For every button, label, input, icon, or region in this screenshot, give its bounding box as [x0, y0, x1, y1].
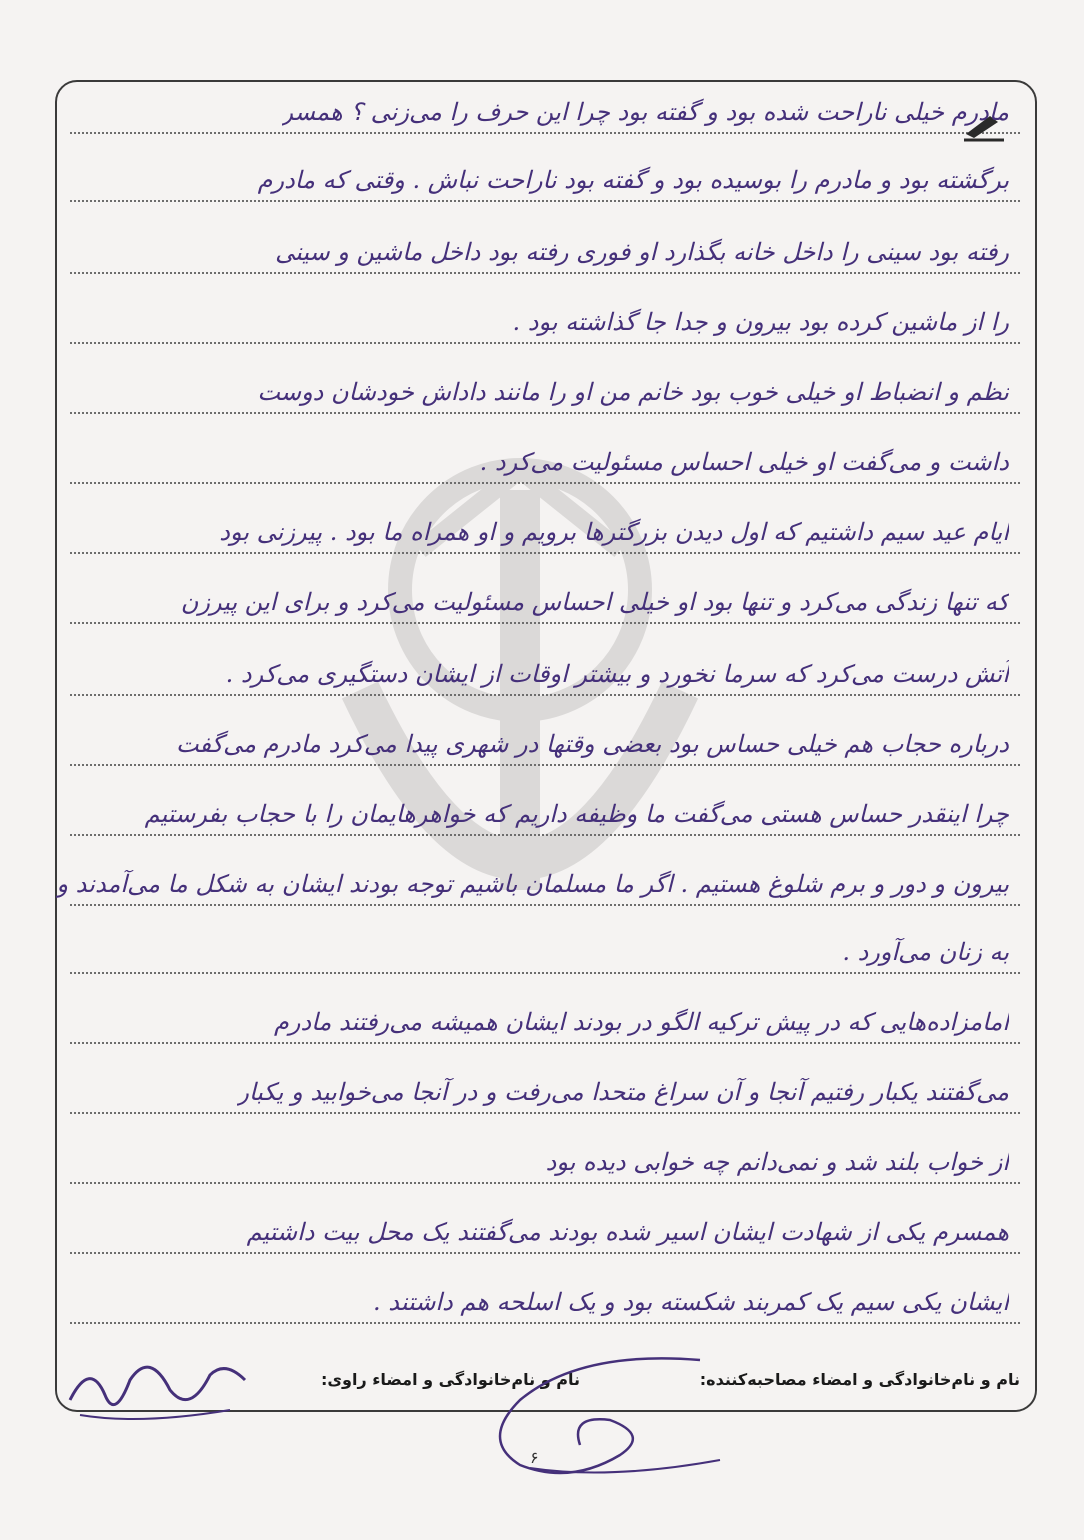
page-number: ۶	[530, 1448, 539, 1467]
handwritten-line: را از ماشین کرده بود بیرون و جدا جا گذاشته بود .	[512, 308, 1009, 336]
handwritten-line: داشت و می‌گفت او خیلی احساس مسئولیت می‌کرد .	[479, 448, 1009, 476]
handwritten-line: ایشان یکی سیم یک کمربند شکسته بود و یک اسلحه هم داشتند .	[372, 1288, 1009, 1316]
narrator-label: نام و نام‌خانوادگی و امضاء راوی:	[320, 1370, 580, 1389]
handwritten-line: نظم و انضباط او خیلی خوب بود خانم من او را مانند داداش خودشان دوست	[257, 378, 1009, 406]
handwritten-line: به زنان می‌آورد .	[842, 938, 1009, 966]
handwritten-line: از خواب بلند شد و نمی‌دانم چه خوابی دیده بود	[545, 1148, 1009, 1176]
handwritten-line: برگشته بود و مادرم را بوسیده بود و گفته بود ناراحت نباش . وقتی که مادرم	[257, 166, 1009, 194]
handwritten-line: رفته بود سینی را داخل خانه بگذارد او فوری رفته بود داخل ماشین و سینی	[275, 238, 1009, 266]
handwritten-line: بیرون و دور و برم شلوغ هستیم . اگر ما مسلمان باشیم توجه بودند ایشان به شکل ما می‌آمدند و	[56, 870, 1009, 898]
interviewer-label: نام و نام‌خانوادگی و امضاء مصاحبه‌کننده:	[699, 1370, 1020, 1389]
handwritten-line: امامزاده‌هایی که در پیش ترکیه الگو در بودند ایشان همیشه می‌رفتند مادرم	[274, 1008, 1009, 1036]
handwritten-line: که تنها زندگی می‌کرد و تنها بود او خیلی احساس مسئولیت می‌کرد و برای این پیرزن	[180, 588, 1009, 616]
handwritten-line: مادرم خیلی ناراحت شده بود و گفته بود چرا این حرف را می‌زنی ؟ همسر	[281, 98, 1009, 126]
handwritten-line: آتش درست می‌کرد که سرما نخورد و بیشتر اوقات از ایشان دستگیری می‌کرد .	[225, 660, 1009, 688]
handwritten-line: می‌گفتند یکبار رفتیم آنجا و آن سراغ متحدا می‌رفت و در آنجا می‌خوابید و یکبار	[237, 1078, 1009, 1106]
handwritten-line: درباره حجاب هم خیلی حساس بود بعضی وقتها در شهری پیدا می‌کرد مادرم می‌گفت	[175, 730, 1009, 758]
narrator-signature	[60, 1340, 260, 1430]
handwritten-line: چرا اینقدر حساس هستی می‌گفت ما وظیفه داریم که خواهرهایمان را با حجاب بفرستیم	[144, 800, 1009, 828]
interviewer-signature	[460, 1340, 760, 1490]
handwritten-line: همسرم یکی از شهادت ایشان اسیر شده بودند می‌گفتند یک محل بیت داشتیم	[246, 1218, 1009, 1246]
handwritten-line: ایام عید سیم داشتیم که اول دیدن بزرگترها برویم و او همراه ما بود . پیرزنی بود	[219, 518, 1009, 546]
